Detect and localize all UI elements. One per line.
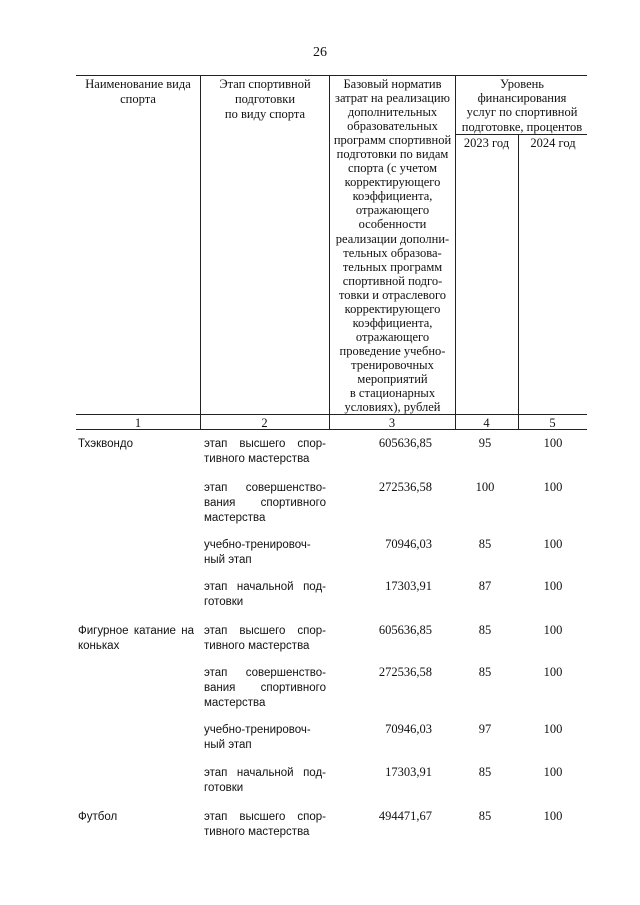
percent-2023-cell: 85: [478, 665, 492, 679]
percent-2024-cell: 100: [543, 722, 563, 736]
header-year-2023: 2023 год: [463, 136, 510, 150]
header-base-cost: [331, 77, 454, 414]
header-base-cost-line: коэффициента,: [352, 189, 433, 204]
percent-2024-cell: 100: [543, 809, 563, 823]
sport-name-figure-skating: Фигурное катание на коньках: [78, 625, 194, 652]
column-number-1: 1: [134, 416, 142, 430]
header-base-cost-line: спортивной подго-: [342, 273, 443, 288]
col-divider-4: [518, 134, 519, 429]
stage-cell: этап высшего спор-тивного мастерства: [204, 438, 326, 465]
header-bottom-border: [76, 414, 587, 415]
header-base-cost-line: спорта (с учетом: [347, 161, 437, 176]
header-base-cost-line: корректирующего: [344, 175, 441, 190]
table-top-border: [76, 75, 587, 76]
col-divider-3: [455, 75, 456, 429]
percent-2023-cell: 85: [478, 623, 492, 637]
column-number-4: 4: [483, 416, 490, 430]
cost-cell: 17303,91: [385, 579, 432, 593]
header-base-cost-line: подготовки по видам: [336, 147, 449, 162]
header-sport-name: Наименование вида спорта: [85, 77, 191, 106]
header-funding-level: Уровень финансирования услуг по спортивной подготовке, процентов: [461, 77, 583, 134]
col-divider-1: [200, 75, 201, 429]
sport-name-taekwondo: Тхэквондо: [78, 438, 134, 450]
header-base-cost-line: товки и отраслевого: [338, 287, 447, 302]
header-base-cost-line: Базовый норматив: [343, 77, 442, 91]
cost-cell: 70946,03: [385, 537, 432, 551]
percent-2023-cell: 87: [478, 579, 492, 593]
header-base-cost-line: отражающего: [355, 329, 430, 344]
header-base-cost-line: тренировочных: [351, 357, 434, 372]
cost-cell: 605636,85: [378, 436, 432, 450]
header-training-stage: Этап спортивной подготовки по виду спорта: [219, 77, 311, 121]
stage-cell: этап начальной под-готовки: [204, 767, 326, 794]
page-number: 26: [313, 45, 327, 60]
percent-2023-cell: 100: [475, 480, 495, 494]
cost-cell: 272536,58: [378, 480, 432, 494]
header-base-cost-line: в стационарных: [349, 386, 436, 401]
header-base-cost-line: тельных образова-: [343, 245, 442, 260]
header-base-cost-line: мероприятий: [357, 371, 428, 386]
col-divider-2: [329, 75, 330, 429]
header-year-2024: 2024 год: [530, 136, 576, 150]
cost-cell: 605636,85: [378, 623, 432, 637]
stage-cell: этап высшего спор-тивного мастерства: [204, 625, 326, 652]
percent-2024-cell: 100: [543, 665, 563, 679]
header-base-cost-line: условиях), рублей: [344, 400, 441, 415]
column-number-2: 2: [261, 416, 268, 430]
percent-2024-cell: 100: [543, 623, 563, 637]
stage-cell: этап высшего спор-тивного мастерства: [204, 811, 326, 838]
percent-2024-cell: 100: [543, 765, 563, 779]
percent-2023-cell: 85: [478, 537, 492, 551]
cost-cell: 70946,03: [385, 722, 432, 736]
cost-cell: 494471,67: [378, 809, 432, 823]
subheader-border: [455, 134, 587, 135]
percent-2023-cell: 85: [478, 765, 492, 779]
header-base-cost-line: реализации дополни-: [335, 231, 450, 246]
header-base-cost-line: образовательных: [347, 119, 438, 134]
percent-2023-cell: 97: [478, 722, 492, 736]
header-base-cost-line: коэффициента,: [352, 315, 433, 330]
percent-2023-cell: 85: [478, 809, 492, 823]
stage-cell: этап совершенство-вания спортивного мастерства: [204, 482, 326, 524]
cost-cell: 17303,91: [385, 765, 432, 779]
percent-2024-cell: 100: [543, 480, 563, 494]
header-base-cost-line: корректирующего: [344, 301, 441, 316]
percent-2023-cell: 95: [478, 436, 492, 450]
header-base-cost-line: особенности: [358, 217, 427, 232]
header-base-cost-line: затрат на реализацию: [335, 91, 450, 106]
stage-cell: этап совершенство-вания спортивного мастерства: [204, 667, 326, 709]
percent-2024-cell: 100: [543, 579, 563, 593]
column-number-5: 5: [549, 416, 556, 430]
percent-2024-cell: 100: [543, 537, 563, 551]
column-number-3: 3: [388, 416, 396, 430]
stage-cell: учебно-тренировоч-ный этап: [204, 539, 311, 566]
sport-name-football: Футбол: [78, 811, 118, 823]
header-base-cost-line: тельных программ: [342, 259, 443, 274]
header-base-cost-line: отражающего: [355, 203, 430, 218]
percent-2024-cell: 100: [543, 436, 563, 450]
cost-cell: 272536,58: [378, 665, 432, 679]
stage-cell: этап начальной под-готовки: [204, 581, 326, 608]
header-base-cost-line: дополнительных: [347, 105, 438, 120]
stage-cell: учебно-тренировоч-ный этап: [204, 724, 311, 751]
header-base-cost-line: проведение учебно-: [339, 343, 446, 358]
header-base-cost-line: программ спортивной: [333, 133, 452, 148]
